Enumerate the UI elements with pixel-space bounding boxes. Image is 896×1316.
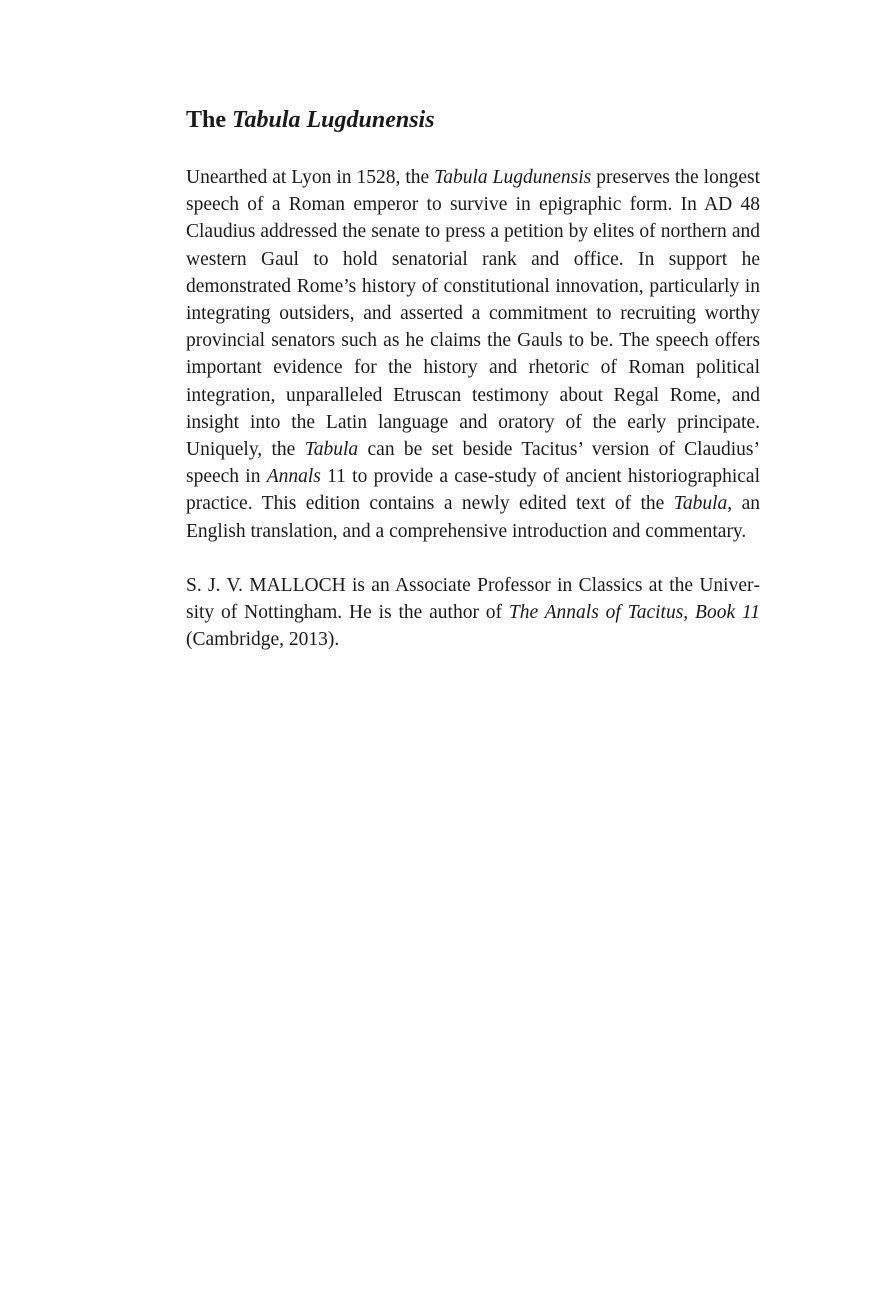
title-prefix: The [186,107,233,133]
blurb-italic-2: Tabula [304,439,359,461]
blurb-text-3: can be set beside Tacitus’ version of Claudius’ speech in [186,439,760,488]
bio-text-2: (Cambridge, 2013). [186,629,340,651]
bio-text-1: S. J. V. MALLOCH is an Associate Professor in Classics at the University of Nottingham. He is the author of [186,574,760,624]
description-paragraph [186,164,760,545]
blurb-text-4: 11 to provide a case-study of ancient historiographical practice. This edition contains a newly edited text of the [186,466,760,515]
bio-book-title: The Annals of Tacitus, Book 11 [508,602,761,624]
blurb-italic-1: Tabula Lugdunensis [434,167,592,188]
page-title [186,104,760,136]
blurb-text-2: preserves the longest speech of a Roman emperor to survive in epigraphic form. In AD 48 Claudius addressed the senate to press a petition by elites of northern and western Gaul to hold senatorial rank and office. In support he demonstrated Rome’s history of constitutional innovation, particularly in integrating outsiders, and asserted a commitment to recruiting worthy provincial senators such as he claims the Gauls to be. The speech offers important evidence for the history and rhetoric of Roman political integration, unparalleled Etruscan testimony about Regal Rome, and insight into the Latin language and oratory of the early principate. Uniquely, the [186,167,760,461]
blurb-text-5: , an English translation, and a comprehensive introduction and commentary. [186,493,761,542]
blurb-italic-4: Tabula [673,493,728,515]
blurb-text-1: Unearthed at Lyon in 1528, the [186,167,435,188]
blurb-italic-3: Annals [266,466,321,488]
author-bio-paragraph [186,572,760,654]
title-italic: Tabula Lugdunensis [232,107,435,133]
document-page [186,104,760,653]
